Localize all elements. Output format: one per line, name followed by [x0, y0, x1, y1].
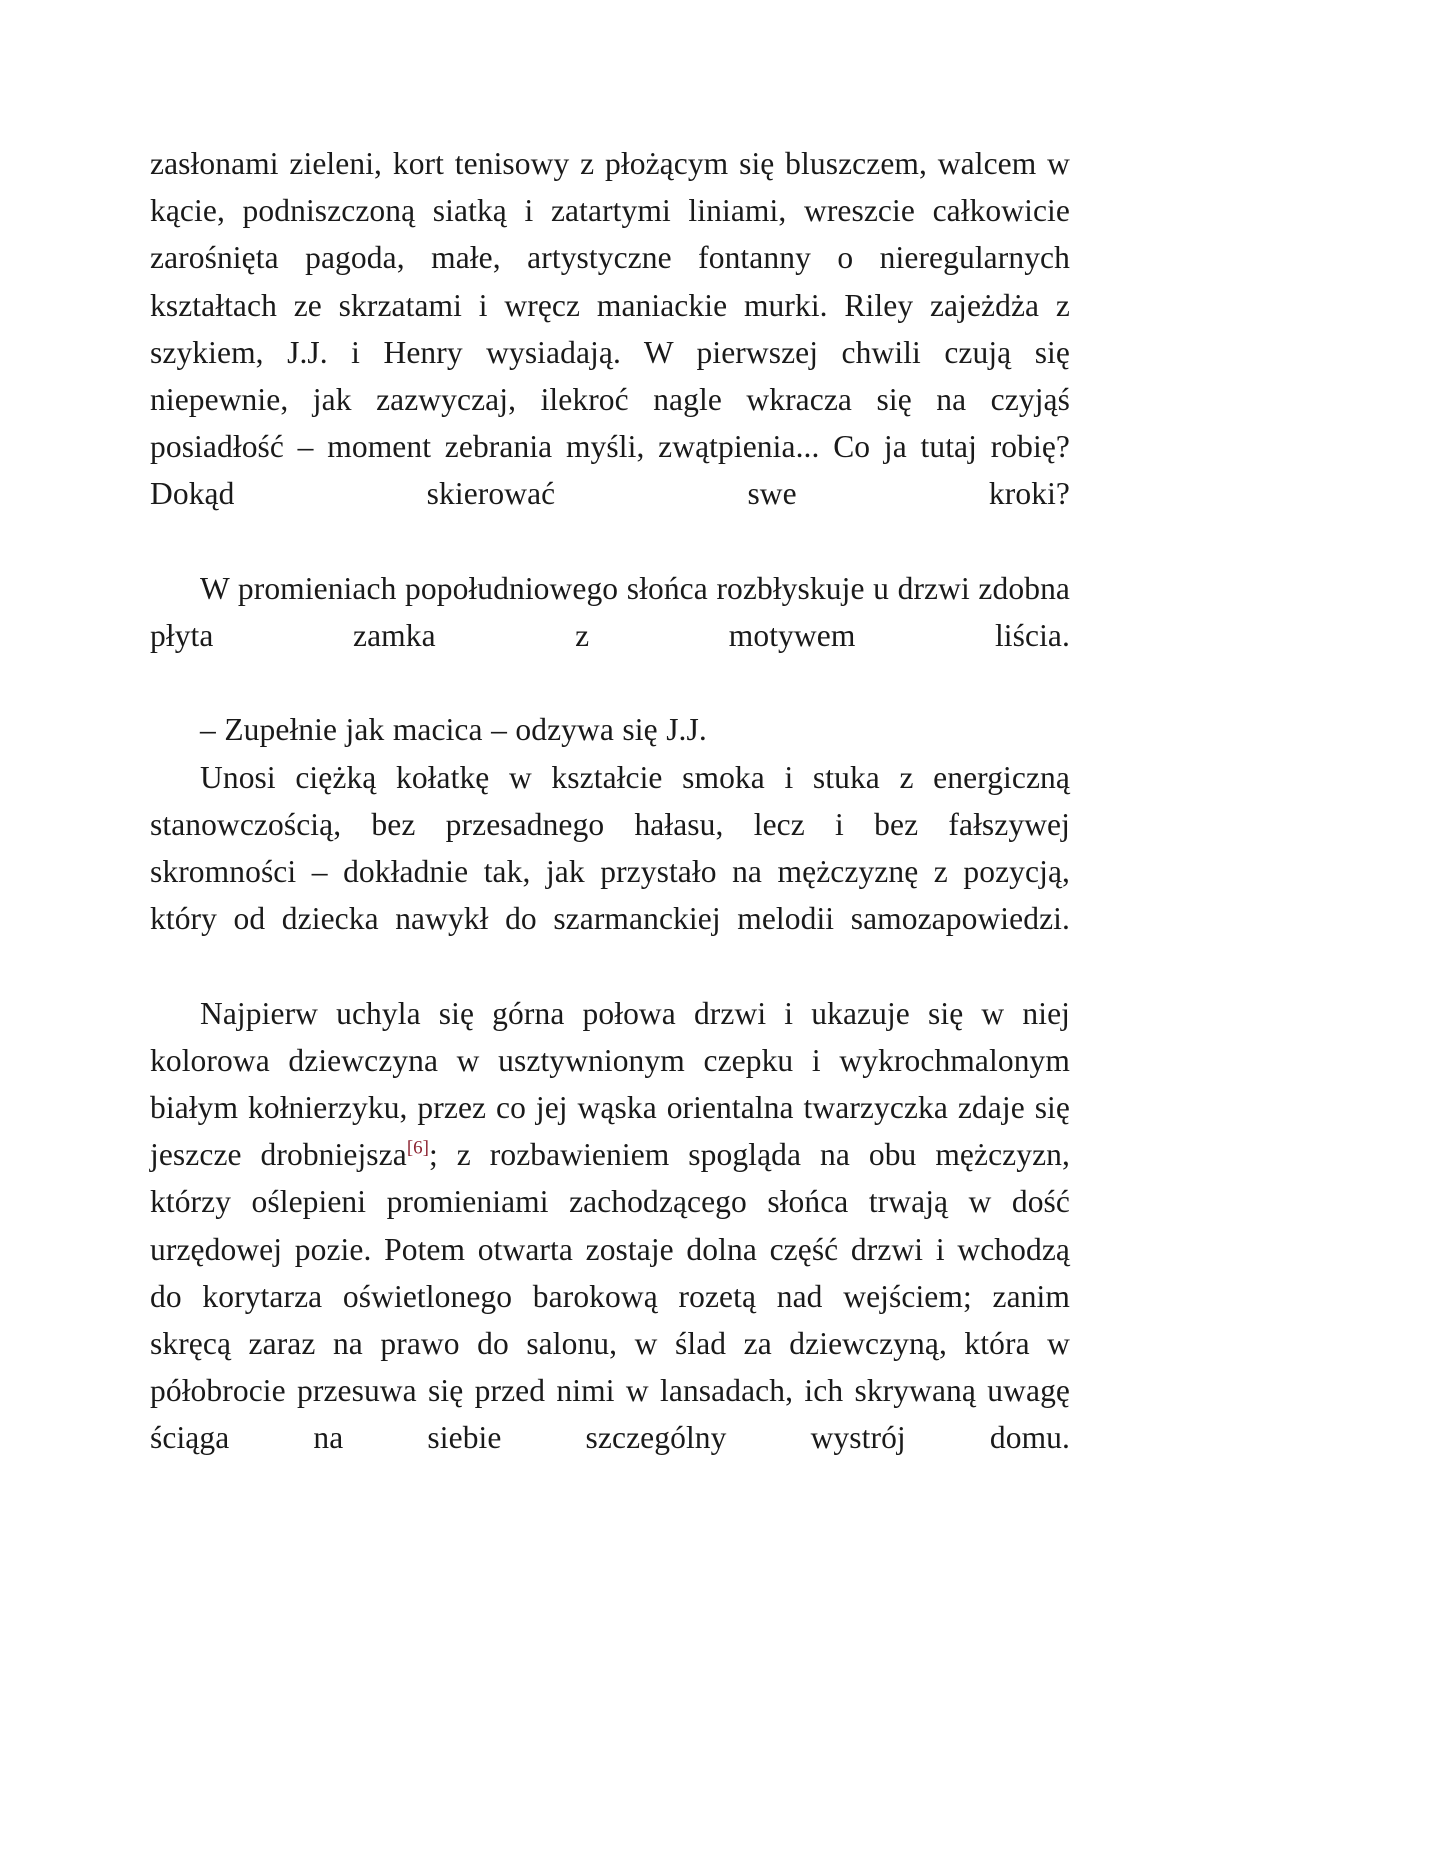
paragraph-3-dialogue: – Zupełnie jak macica – odzywa się J.J. — [200, 712, 707, 748]
paragraph-4: Unosi ciężką kołatkę w kształcie smoka i stuka z energiczną stanowczością, bez przesadnego hałasu, lecz i bez fałszywej skromności – dokładnie tak, jak przystało na mężczyznę z pozycją, który od dziecka nawykł do szarmanckiej melodii samozapowiedzi. — [150, 759, 1070, 937]
paragraph-5-text-before-footnote: Najpierw uchyla się górna połowa drzwi i ukazuje się w niej kolorowa dziewczyna w usztywnionym czepku i wykrochmalonym białym kołnierzyku, przez co jej wąska orientalna twarzyczka zdaje się jeszcze drobniejsza — [150, 995, 1070, 1173]
footnote-reference-6[interactable]: [6] — [406, 1137, 429, 1159]
paragraph-1: zasłonami zieleni, kort tenisowy z płożącym się bluszczem, walcem w kącie, podniszczoną siatką i zatartymi liniami, wreszcie całkowicie zarośnięta pagoda, małe, artystyczne fontanny o nieregularnych kształtach ze skrzatami i wręcz maniackie murki. Riley zajeżdża z szykiem, J.J. i Henry wysiadają. W pierwszej chwili czują się niepewnie, jak zazwyczaj, ilekroć nagle wkracza się na czyjąś posiadłość – moment zebrania myśli, zwątpienia... Co ja tutaj robię? Dokąd skierować swe kroki? — [150, 146, 1070, 512]
paragraph-5 — [150, 990, 1070, 1509]
paragraph-2: W promieniach popołudniowego słońca rozbłyskuje u drzwi zdobna płyta zamka z motywem liścia. — [150, 570, 1070, 654]
text-column — [150, 140, 1070, 1509]
paragraph-5-text-after-footnote: ; z rozbawieniem spogląda na obu mężczyzn, którzy oślepieni promieniami zachodzącego słońca trwają w dość urzędowej pozie. Potem otwarta zostaje dolna część drzwi i wchodzą do korytarza oświetlonego barokową rozetą nad wejściem; zanim skręcą zaraz na prawo do salonu, w ślad za dziewczyną, która w półobrocie przesuwa się przed nimi w lansadach, ich skrywaną uwagę ściąga na siebie szczególny wystrój domu. — [150, 1137, 1071, 1456]
